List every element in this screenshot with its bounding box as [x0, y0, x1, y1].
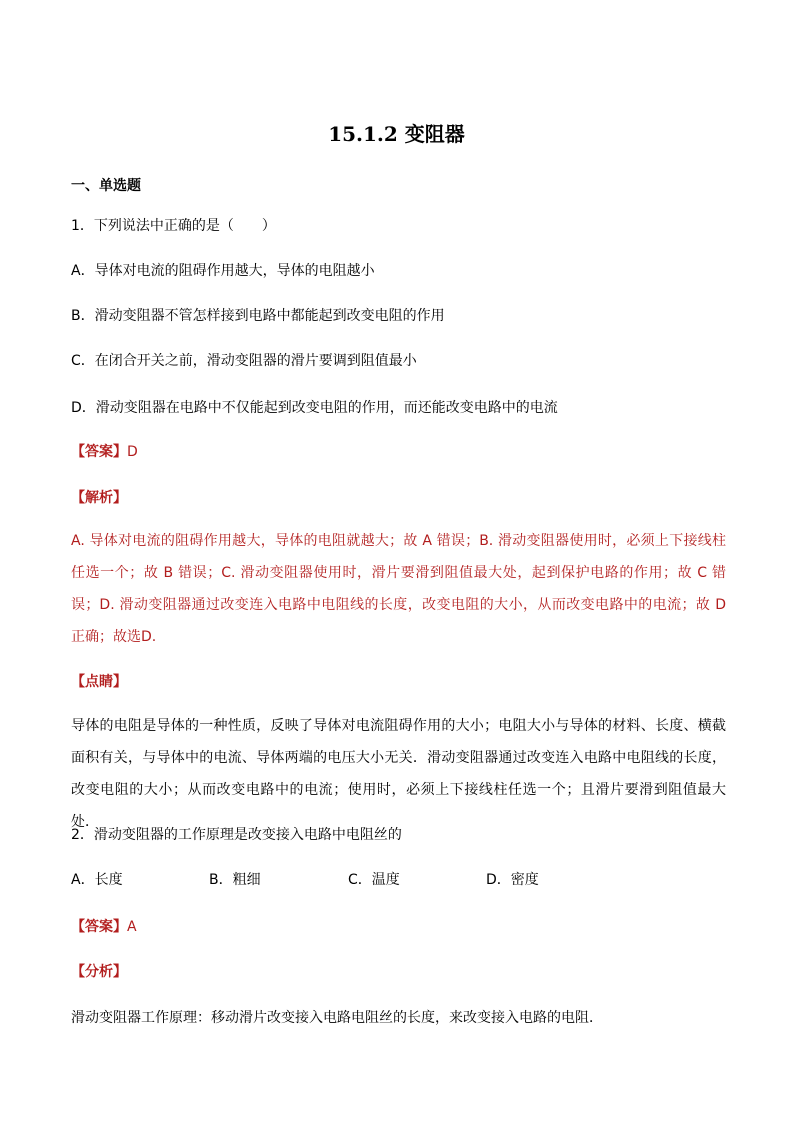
q1-option-a: A．导体对电流的阻碍作用越大，导体的电阻越小: [71, 263, 375, 279]
q2-option-c: C．温度: [348, 872, 400, 888]
q2-answer-label: 【答案】: [71, 919, 127, 935]
q1-analysis-text: A. 导体对电流的阻碍作用越大，导体的电阻就越大；故 A 错误；B. 滑动变阻器使用时，必须上下接线柱任选一个；故 B 错误；C. 滑动变阻器使用时，滑片要滑到阻值最大处，起到保护电路的作用；故 C 错误；D. 滑动变阻器通过改变连入电路中电阻线的长度，改变电阻的大小，从而改变电路中的电流；故 D 正确；故选D.: [71, 533, 726, 645]
q1-option-d: D．滑动变阻器在电路中不仅能起到改变电阻的作用，而还能改变电路中的电流: [71, 400, 558, 416]
q1-analysis-label: 【解析】: [71, 490, 127, 506]
q1-note-text: 导体的电阻是导体的一种性质，反映了导体对电流阻碍作用的大小；电阻大小与导体的材料、长度、横截面积有关，与导体中的电流、导体两端的电压大小无关．滑动变阻器通过改变连入电路中电阻线的长度，改变电阻的大小；从而改变电路中的电流；使用时，必须上下接线柱任选一个；且滑片要滑到阻值最大处．: [71, 718, 726, 830]
section-heading: 一、单选题: [71, 178, 141, 194]
q2-answer-value: A: [127, 919, 137, 935]
page-title: 15.1.2 变阻器: [328, 122, 465, 146]
q2-option-a: A．长度: [71, 872, 123, 888]
q2-stem: 2．滑动变阻器的工作原理是改变接入电路中电阻丝的: [71, 827, 402, 843]
q2-answer: [71, 917, 137, 937]
q1-stem: 1．下列说法中正确的是（ ）: [71, 218, 276, 234]
q2-option-d: D．密度: [486, 872, 539, 888]
q2-analysis-text: 滑动变阻器工作原理：移动滑片改变接入电路电阻丝的长度，来改变接入电路的电阻．: [71, 1010, 603, 1026]
q2-option-b: B．粗细: [209, 872, 261, 888]
q1-option-c: C．在闭合开关之前，滑动变阻器的滑片要调到阻值最小: [71, 353, 417, 369]
q1-answer-value: D: [127, 444, 138, 460]
q1-answer-label: 【答案】: [71, 444, 127, 460]
q1-answer: [71, 442, 138, 462]
q1-option-b: B．滑动变阻器不管怎样接到电路中都能起到改变电阻的作用: [71, 308, 445, 324]
q1-note-label: 【点睛】: [71, 674, 127, 690]
q2-analysis-label: 【分析】: [71, 964, 127, 980]
